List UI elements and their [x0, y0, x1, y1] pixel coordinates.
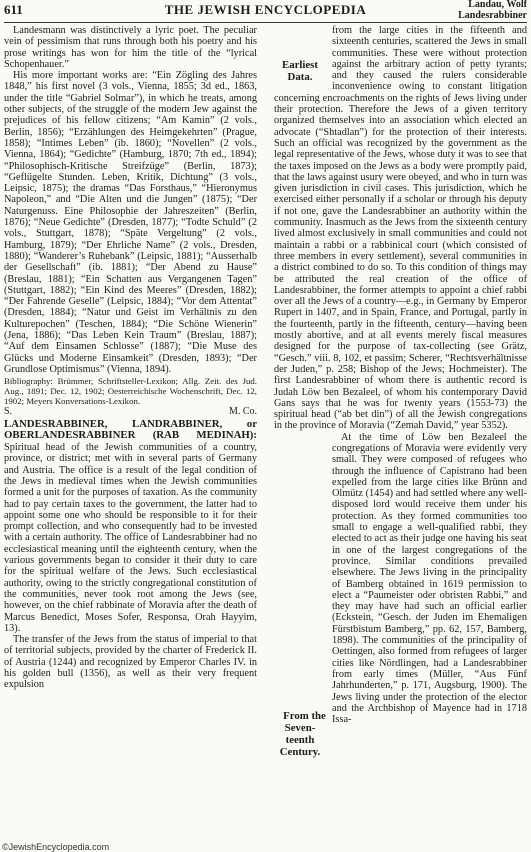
sidehead-line: Seven-	[284, 721, 316, 734]
moravia-paragraph	[274, 431, 527, 758]
running-head-line2: Landesrabbiner	[458, 9, 527, 21]
entry-heading: LANDESRABBINER, LANDRABBINER, or OBERLANDESRABBINER (RAB MEDINAH):	[4, 417, 257, 442]
left-column	[4, 25, 257, 691]
continued-paragraph-text: from the large cities in the fifteenth and sixteenth centuries, scattered the Jews in small communities. These were without protection against the arbitrary action of petty tyrants; and they caused the rulers considerable inconvenience owing to constant litigation concerning encroachments on the rights of Jews living under their protection. Therefore the Jews of a given territory organized themselves into an association which elected an advocate (“Shtadlan”) for the protection of their interests. Such an official was recognized by the government as the legal representative of the Jews, whose duty it was to see that the taxes imposed on the Jews as a body were promptly paid, that the laws against usury were obeyed, and who in turn was given jurisdiction in civil cases. This jurisdiction, which he exercised either personally if a scholar or through his deputy if not one, gave the Landesrabbiner an authority within the community. Inasmuch as the Jews from the sixteenth century lived almost exclusively in small communities and could not maintain a rabbi or a rabbinical court (which consisted of three members in every settlement), several communities in a district combined to do so. To this condition of things may be attributed the real creation of the office of Landesrabbiner, the former attempts to appoint a chief rabbi over all the Jews of a country—e.g., in Germany by Emperor Rupert in 1407, and in Spain, France, and Portugal, partly in the fourteenth, partly in the fifteenth, century—having been mostly abortive, and at all events merely fiscal measures designed for the purpose of tax-collecting (see Grätz, “Gesch.” viii. 8, 102, et passim; Scherer, “Rechtsverhältnisse der Juden,” p. 258; Bishop of the Jews; Hochmeister). The first Landesrabbiner of whom there is authentic record is Judah Löw ben Bezaleel, of whom his contemporary David Gans says that he was for twenty years (1553-73) the spiritual head (“ab bet din”) of all the Jewish congregations in the province of Moravia (“Zemah David,” year 5352).	[274, 25, 527, 432]
works-paragraph: His more important works are: “Ein Zögling des Jahres 1848,” his first novel (3 vols., Vienna, 1855; 3d ed., 1863, under the title “Gabriel Solmar”), in which he treats, among other subjects, of the struggle of the modern Jew against the prejudices of his fellow citizens; “Am Kamin” (2 vols., Berlin, 1856); “Erzählungen des Heimgekehrten” (Prague, 1858); “Intimes Leben” (ib. 1860); “Novellen” (2 vols., Vienna, 1864); “Gedichte” (Hamburg, 1870; 7th ed., 1894); “Philosophisch-Kritische Streifzüge” (Berlin, 1873); “Geflügelte Stunden. Leben, Kritik, Dichtung” (3 vols., Leipsic, 1875); the dramas “Das Forsthaus,” “Hieronymus Napoleon,” and “Die Alten und die Jungen” (1875); “Der Naturgenuss. Eine Philosophie der Jahreszeiten” (Berlin, 1876); “Neue Gedichte” (Dresden, 1877); “Todte Schuld” (2 vols., Stuttgart, 1878); “Späte Vergeltung” (2 vols., Hamburg, 1879); “Der Ehrliche Name” (2 vols., Dresden, 1880); “Wanderer’s Ruhebank” (Leipsic, 1881); “Ausserhalb der Gesellschaft” (ib. 1881); “Der Abend zu Hause” (Breslau, 1881); “Ein Schatten aus Vergangenen Tagen” (Stuttgart, 1882); “Ein Kind des Meeres” (Dresden, 1882); “Der Fahrende Geselle” (Leipsic, 1884); “Vor dem Attentat” (Dresden, 1884); “Natur und Geist im Verhältnis zu den Kulturepochen” (Teschen, 1884); “Die Schöne Wienerin” (Jena, 1886); “Das Leben Kein Traum” (Breslau, 1887); “Auf dem Einsamen Schlosse” (1887); “Die Muse des Glücks und Moderne Einsamkeit” (Dresden, 1893); “Der Grundlose Optimismus” (Vienna, 1894).	[4, 70, 257, 375]
sidehead-earliest-data	[274, 59, 326, 83]
running-head-line1: Landau, Wolf	[468, 0, 527, 10]
continued-paragraph	[274, 25, 527, 432]
sidehead-line: teenth	[285, 733, 315, 746]
sidehead-line: From the	[283, 709, 326, 722]
signature-author: M. Co.	[228, 406, 257, 418]
entry-paragraph-1-text: Spiritual head of the Jewish communities of a country, province, or district; met with in several parts of Germany and Austria. The office is a result of the legal condition of the Jews in medieval times when the Jewish communities formed a unit for the purposes of taxation. As the community had to pay certain taxes to the government, the latter had to appoint some one who should be responsible to it for their prompt collection, and who consequently had to be invested with a certain authority. The office of Landesrabbiner had no ecclesiastical meaning until the eighteenth century, when the various governments began to consider it their duty to care for the spiritual welfare of the Jews. Such ecclesiastical authority, owing to the strictly congregational constitution of the communities, never took root among the Jews (see, however, on the chief rabbinate of Moravia after the death of Marcus Benedict, Moses Sofer, Responsa, Orah Hayyim, 13).	[4, 442, 257, 634]
entry-paragraph-2: The transfer of the Jews from the status of imperial to that of territorial subjects, provided by the charter of Frederick II. of Austria (1244) and recognized by Emperor Charles IV. in his golden bull (1356), as well as their very frequent expulsion	[4, 634, 257, 691]
journal-title: THE JEWISH ENCYCLOPEDIA	[164, 2, 367, 17]
page-header	[4, 0, 527, 23]
sidehead-line: Earliest	[282, 59, 318, 71]
copyright-footer: ©JewishEncyclopedia.com	[2, 842, 110, 852]
bibliography: Bibliography: Brümmer, Schriftsteller-Lexikon; Allg. Zeit. des Jud. Aug., 1891; Dec. 12, 1902; Oesterreichische Wochenschrift, Dec. 12, 1902; Meyers Konversations-Lexikon.	[4, 376, 257, 407]
sidehead-seventeenth-century	[274, 710, 326, 758]
right-column	[274, 25, 527, 759]
sidehead-line: Century.	[279, 745, 321, 758]
page-number: 611	[4, 2, 23, 17]
moravia-paragraph-text: At the time of Löw ben Bezaleel the congregations of Moravia were evidently very small. They were composed of refugees who through the influence of Capistrano had been expelled from the large cities like Brünn and Olmütz (1454) and had settled where any well-disposed lord would receive them under his protection. As they formed communities too small to engage a well-qualified rabbi, they elected to act as their judge one having his seat in one of the largest congregations of the province. Similar conditions prevailed elsewhere. The Jews living in the principality of Bamberg obtained in 1619 permission to elect a “Paumeister oder obristen Rabbi,” and they may have had such an official earlier (Eckstein, “Gesch. der Juden im Ehemaligen Fürstbistum Bamberg,” pp. 62, 157, Bamberg, 1898). The communities of the principality of Oettingen, also formed from refugees of larger cities like Nördlingen, had a Landesrabbiner from early times (Müller, “Aus Fünf Jahrhunderten,” p. 171, Augsburg, 1900). The Jews living under the protection of the elector and the Archbishop of Mayence had in 1718 Issa-	[332, 431, 527, 726]
intro-paragraph: Landesmann was distinctively a lyric poet. The peculiar vein of pessimism that runs through both his poetry and his prose writings has won for him the title of the “lyrical Schopenhauer.”	[4, 25, 257, 70]
signature-initial: S.	[4, 406, 13, 418]
entry-paragraph-1	[4, 419, 257, 635]
sidehead-line: Data.	[287, 71, 313, 83]
signature-line	[4, 406, 257, 417]
running-head	[458, 0, 527, 21]
